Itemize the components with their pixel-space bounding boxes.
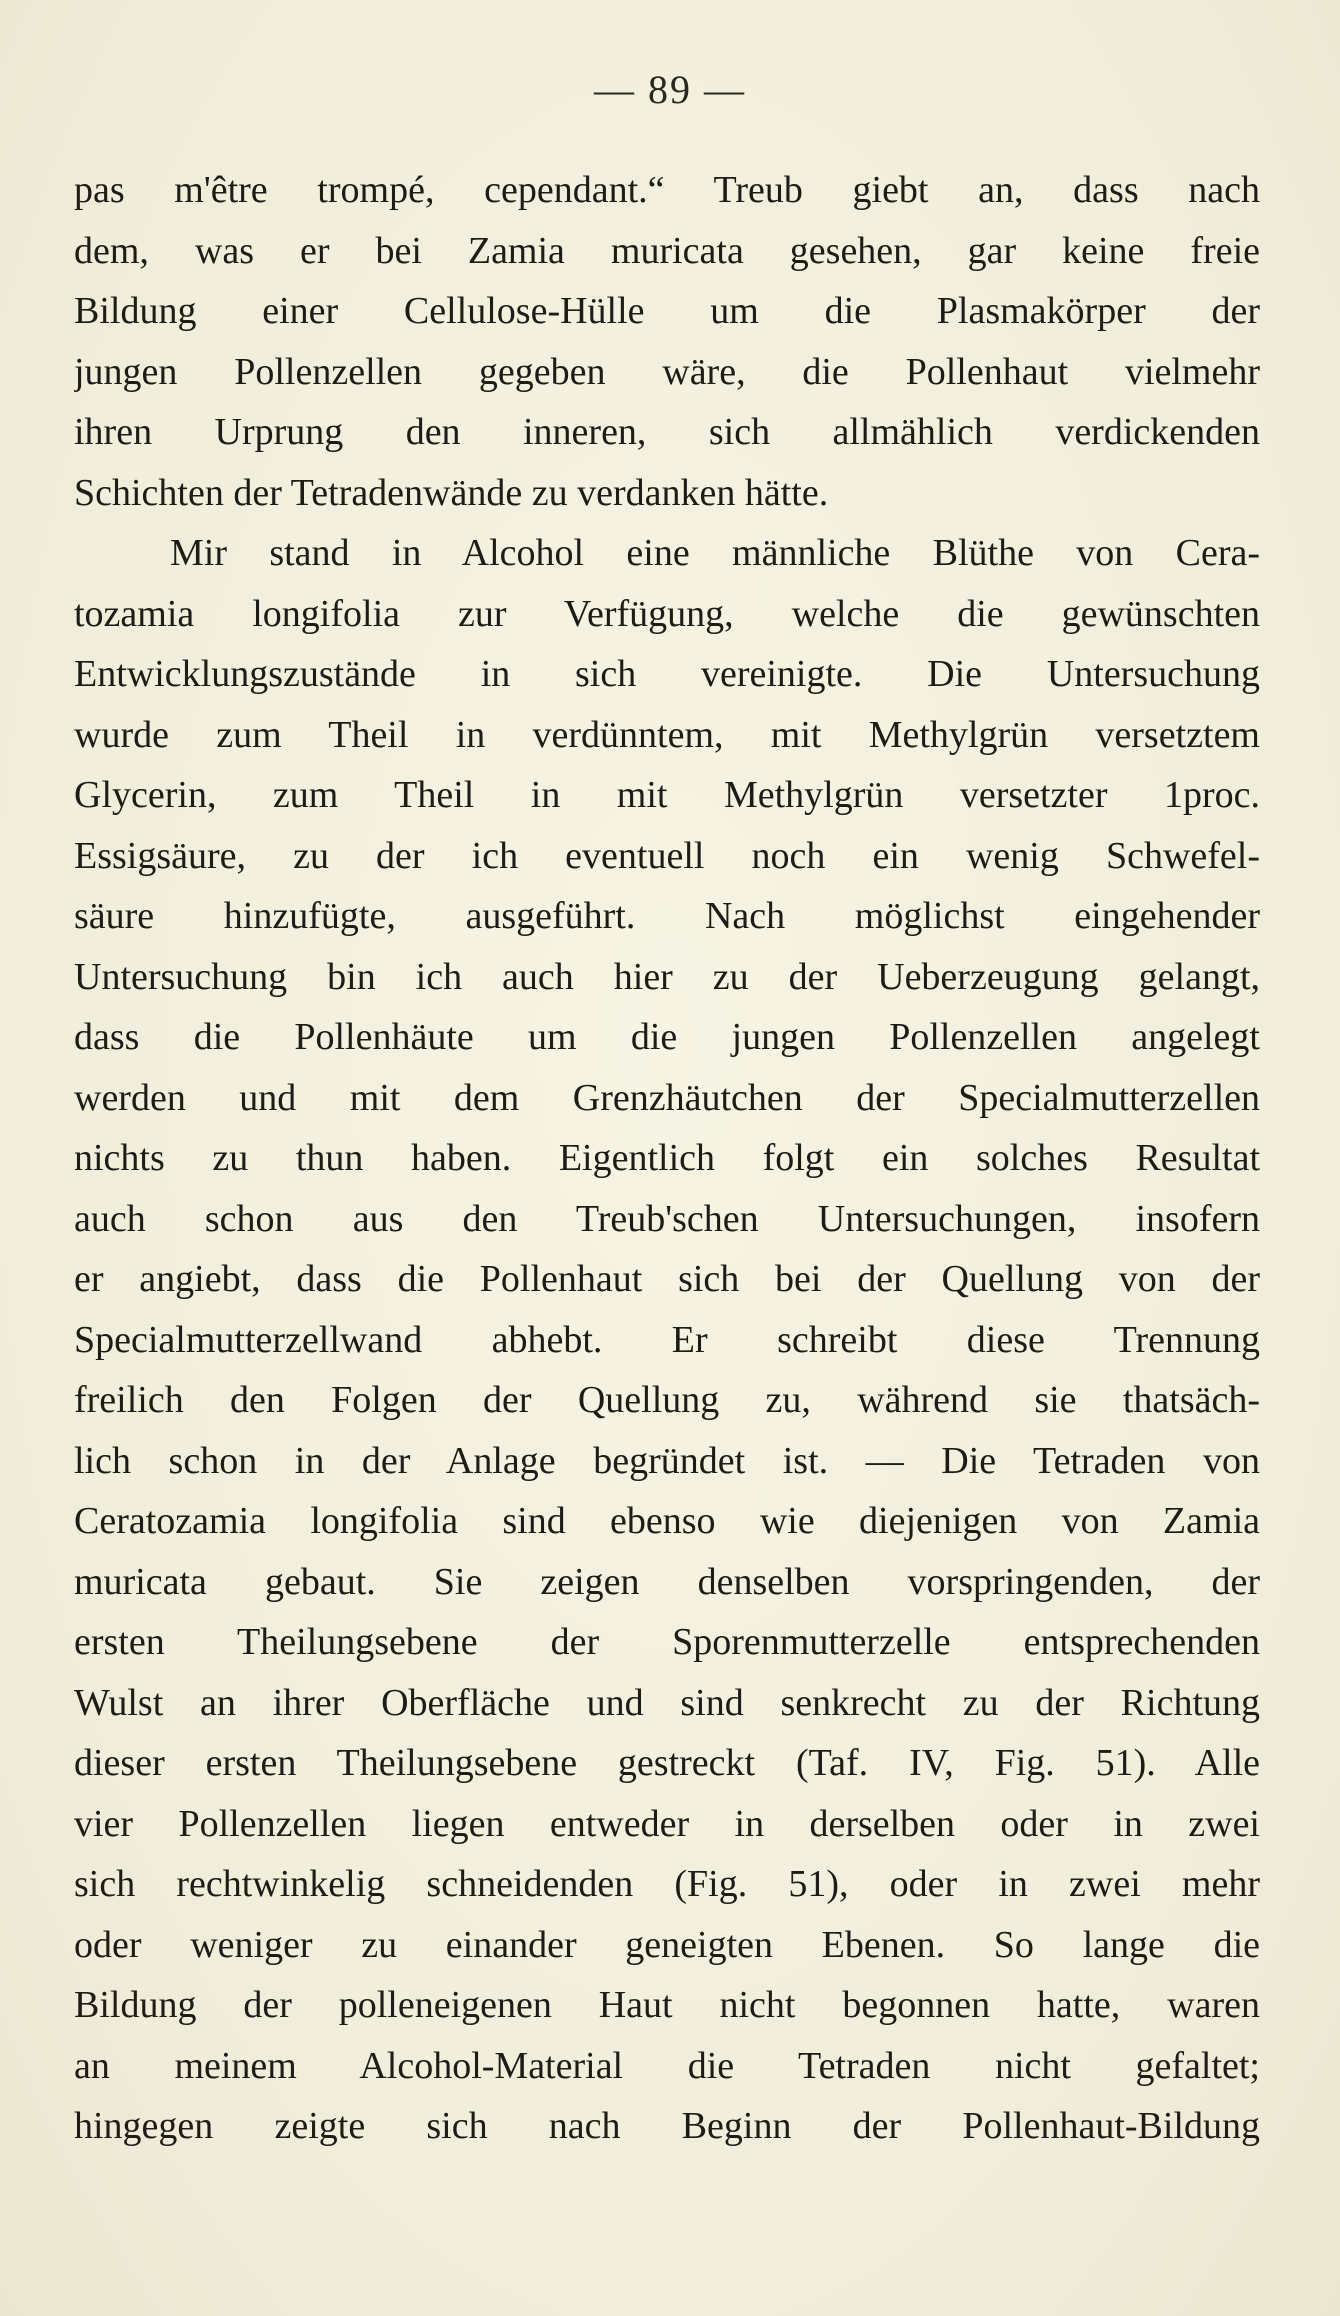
text-line: Ceratozamia longifolia sind ebenso wie diejenigen von Zamia	[74, 1500, 1260, 1542]
text-line: Specialmutterzellwand abhebt. Er schreibt diese Trennung	[74, 1318, 1260, 1361]
text-line: Essigsäure, zu der ich eventuell noch ein wenig Schwefel-	[74, 834, 1260, 877]
text-line: Untersuchung bin ich auch hier zu der Ueberzeugung gelangt,	[74, 955, 1260, 998]
paragraph-start-line: Mir stand in Alcohol eine männliche Blüthe von Cera-	[170, 532, 1260, 574]
text-line: säure hinzufügte, ausgeführt. Nach möglichst eingehender	[74, 895, 1260, 937]
text-line: Schichten der Tetradenwände zu verdanken hätte.	[74, 471, 829, 514]
body-text	[74, 160, 1260, 2157]
text-line: dass die Pollenhäute um die jungen Pollenzellen angelegt	[74, 1016, 1260, 1058]
text-line: er angiebt, dass die Pollenhaut sich bei der Quellung von der	[74, 1258, 1260, 1300]
text-line: an meinem Alcohol-Material die Tetraden nicht gefaltet;	[74, 2044, 1260, 2087]
text-line: tozamia longifolia zur Verfügung, welche die gewünschten	[74, 592, 1260, 635]
text-line: Wulst an ihrer Oberfläche und sind senkrecht zu der Richtung	[74, 1681, 1260, 1724]
page-number: — 89 —	[594, 67, 746, 112]
text-line: werden und mit dem Grenzhäutchen der Specialmutterzellen	[74, 1076, 1260, 1119]
text-line: jungen Pollenzellen gegeben wäre, die Pollenhaut vielmehr	[74, 350, 1260, 393]
text-line: muricata gebaut. Sie zeigen denselben vorspringenden, der	[74, 1560, 1260, 1603]
text-line: vier Pollenzellen liegen entweder in derselben oder in zwei	[74, 1802, 1260, 1845]
text-line: ihren Urprung den inneren, sich allmählich verdickenden	[74, 411, 1260, 453]
text-line: hingegen zeigte sich nach Beginn der Pollenhaut-Bildung	[74, 2105, 1260, 2147]
text-line: Glycerin, zum Theil in mit Methylgrün versetzter 1proc.	[74, 774, 1260, 816]
text-line: dem, was er bei Zamia muricata gesehen, gar keine freie	[74, 229, 1260, 272]
text-line: wurde zum Theil in verdünntem, mit Methylgrün versetztem	[74, 713, 1260, 756]
text-line: ersten Theilungsebene der Sporenmutterzelle entsprechenden	[74, 1621, 1260, 1663]
text-line: freilich den Folgen der Quellung zu, während sie thatsäch-	[74, 1379, 1260, 1421]
text-line: sich rechtwinkelig schneidenden (Fig. 51), oder in zwei mehr	[74, 1863, 1260, 1905]
text-line: Entwicklungszustände in sich vereinigte. Die Untersuchung	[74, 653, 1260, 695]
text-line: oder weniger zu einander geneigten Ebenen. So lange die	[74, 1923, 1260, 1966]
text-line: lich schon in der Anlage begründet ist. — Die Tetraden von	[74, 1439, 1260, 1482]
text-line: auch schon aus den Treub'schen Untersuchungen, insofern	[74, 1197, 1260, 1240]
text-line: Bildung einer Cellulose-Hülle um die Plasmakörper der	[74, 290, 1260, 332]
text-line: nichts zu thun haben. Eigentlich folgt ein solches Resultat	[74, 1137, 1260, 1179]
text-line: Bildung der polleneigenen Haut nicht begonnen hatte, waren	[74, 1984, 1260, 2026]
text-line: dieser ersten Theilungsebene gestreckt (Taf. IV, Fig. 51). Alle	[74, 1742, 1260, 1784]
text-line: pas m'être trompé, cependant.“ Treub giebt an, dass nach	[74, 169, 1260, 211]
